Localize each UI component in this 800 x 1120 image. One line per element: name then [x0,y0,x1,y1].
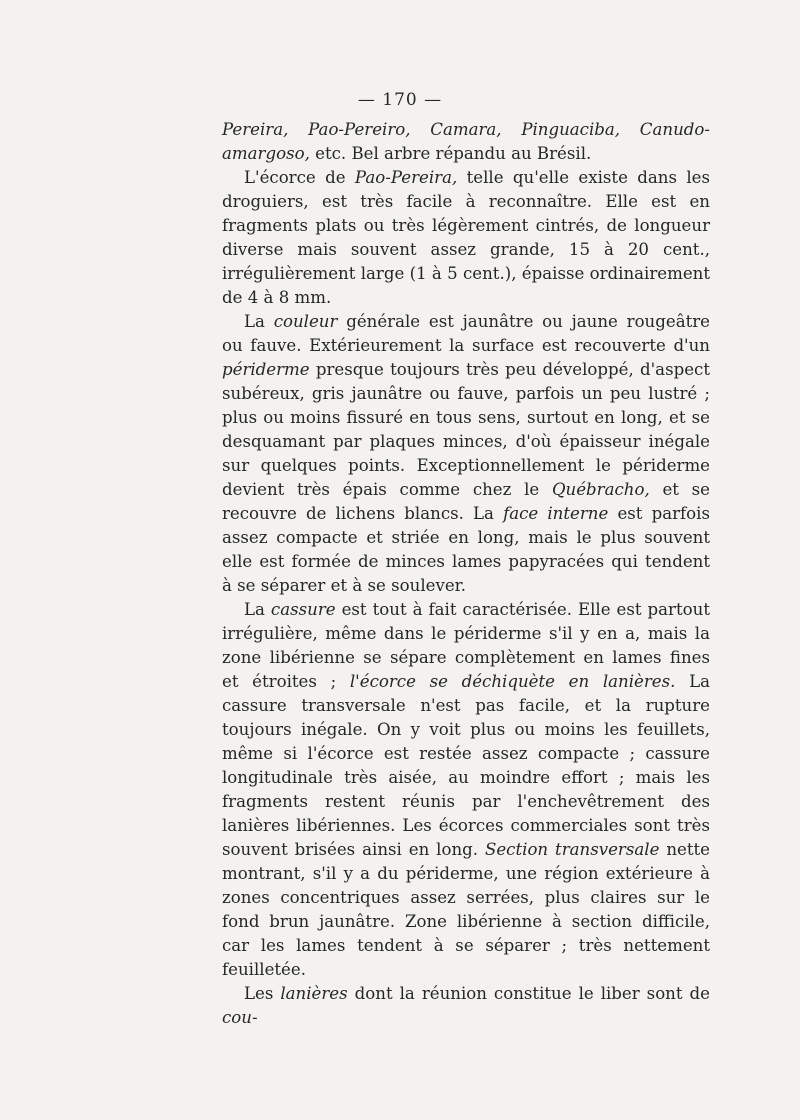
paragraph [222,166,710,310]
paragraph [222,598,710,982]
paragraph [222,982,710,1030]
text-span: couleur [273,312,338,331]
text-span: périderme [222,360,310,379]
text-span: La [244,312,274,331]
text-span: La [244,600,271,619]
text-span: dont la réunion constitue le liber sont de [347,984,710,1003]
text-span: et se recouvre de lichens blancs. La [222,480,711,523]
text-span: Section transversale [484,840,660,859]
text-span: Les [244,984,281,1003]
page-number: — 170 — [357,90,443,110]
text-span: générale est jaunâtre ou jaune rougeâtre ou fauve. Extérieurement la surface est recouverte d'un [222,312,711,355]
text-span: telle qu'elle existe dans les droguiers, est très facile à reconnaître. Elle est en fragments plats ou très légèrement cintrés, de longueur diverse mais souvent assez grande, 15 à 20 cent., irrégulièrement large (1 à 5 cent.), épaisse ordinairement de 4 à 8 mm. [222,168,710,307]
body-text [222,118,710,1030]
text-span: est parfois assez compacte et striée en long, mais le plus souvent elle est formée de minces lames papyracées qui tendent à se séparer et à se soulever. [222,504,710,595]
text-span: lanières [280,984,348,1003]
text-span: l'écorce se déchiquète en lanières. [349,672,676,691]
text-span: Pereira, Pao-Pereiro, Camara, Pinguaciba, Canudo-amargoso, [222,120,710,163]
text-span: nette montrant, s'il y a du périderme, une région extérieure à zones concentriques assez serrées, plus claires sur le fond brun jaunâtre. Zone libérienne à section difficile, car les lames tendent à se séparer ; très nettement feuilletée. [222,840,710,979]
text-span: est tout à fait caractérisée. Elle est partout irrégulière, même dans le périderme s'il y en a, mais la zone libérienne se sépare complètement en lames fines et étroites ; [222,600,710,691]
text-span: cassure [270,600,336,619]
text-span: Québracho, [551,480,650,499]
paragraph [222,118,710,166]
text-span: La cassure transversale n'est pas facile, et la rupture toujours inégale. On y voit plus ou moins les feuillets, même si l'écorce est restée assez compacte ; cassure longitudinale très aisée, au moindre effort ; mais les fragments restent réunis par l'enchevêtrement des lanières libériennes. Les écorces commerciales sont très souvent brisées ainsi en long. [222,672,710,859]
text-span: cou- [222,1008,258,1027]
text-span: face interne [503,504,609,523]
text-span: etc. Bel arbre répandu au Brésil. [309,144,592,163]
paragraph [222,310,710,598]
text-span: presque toujours très peu développé, d'aspect subéreux, gris jaunâtre ou fauve, parfois un peu lustré ; plus ou moins fissuré en tous sens, surtout en long, et se desquamant par plaques minces, d'où épaisseur inégale sur quelques points. Exceptionnellement le périderme devient très épais comme chez le [222,360,710,499]
text-span: Pao-Pereira, [354,168,458,187]
text-span: L'écorce de [244,168,355,187]
